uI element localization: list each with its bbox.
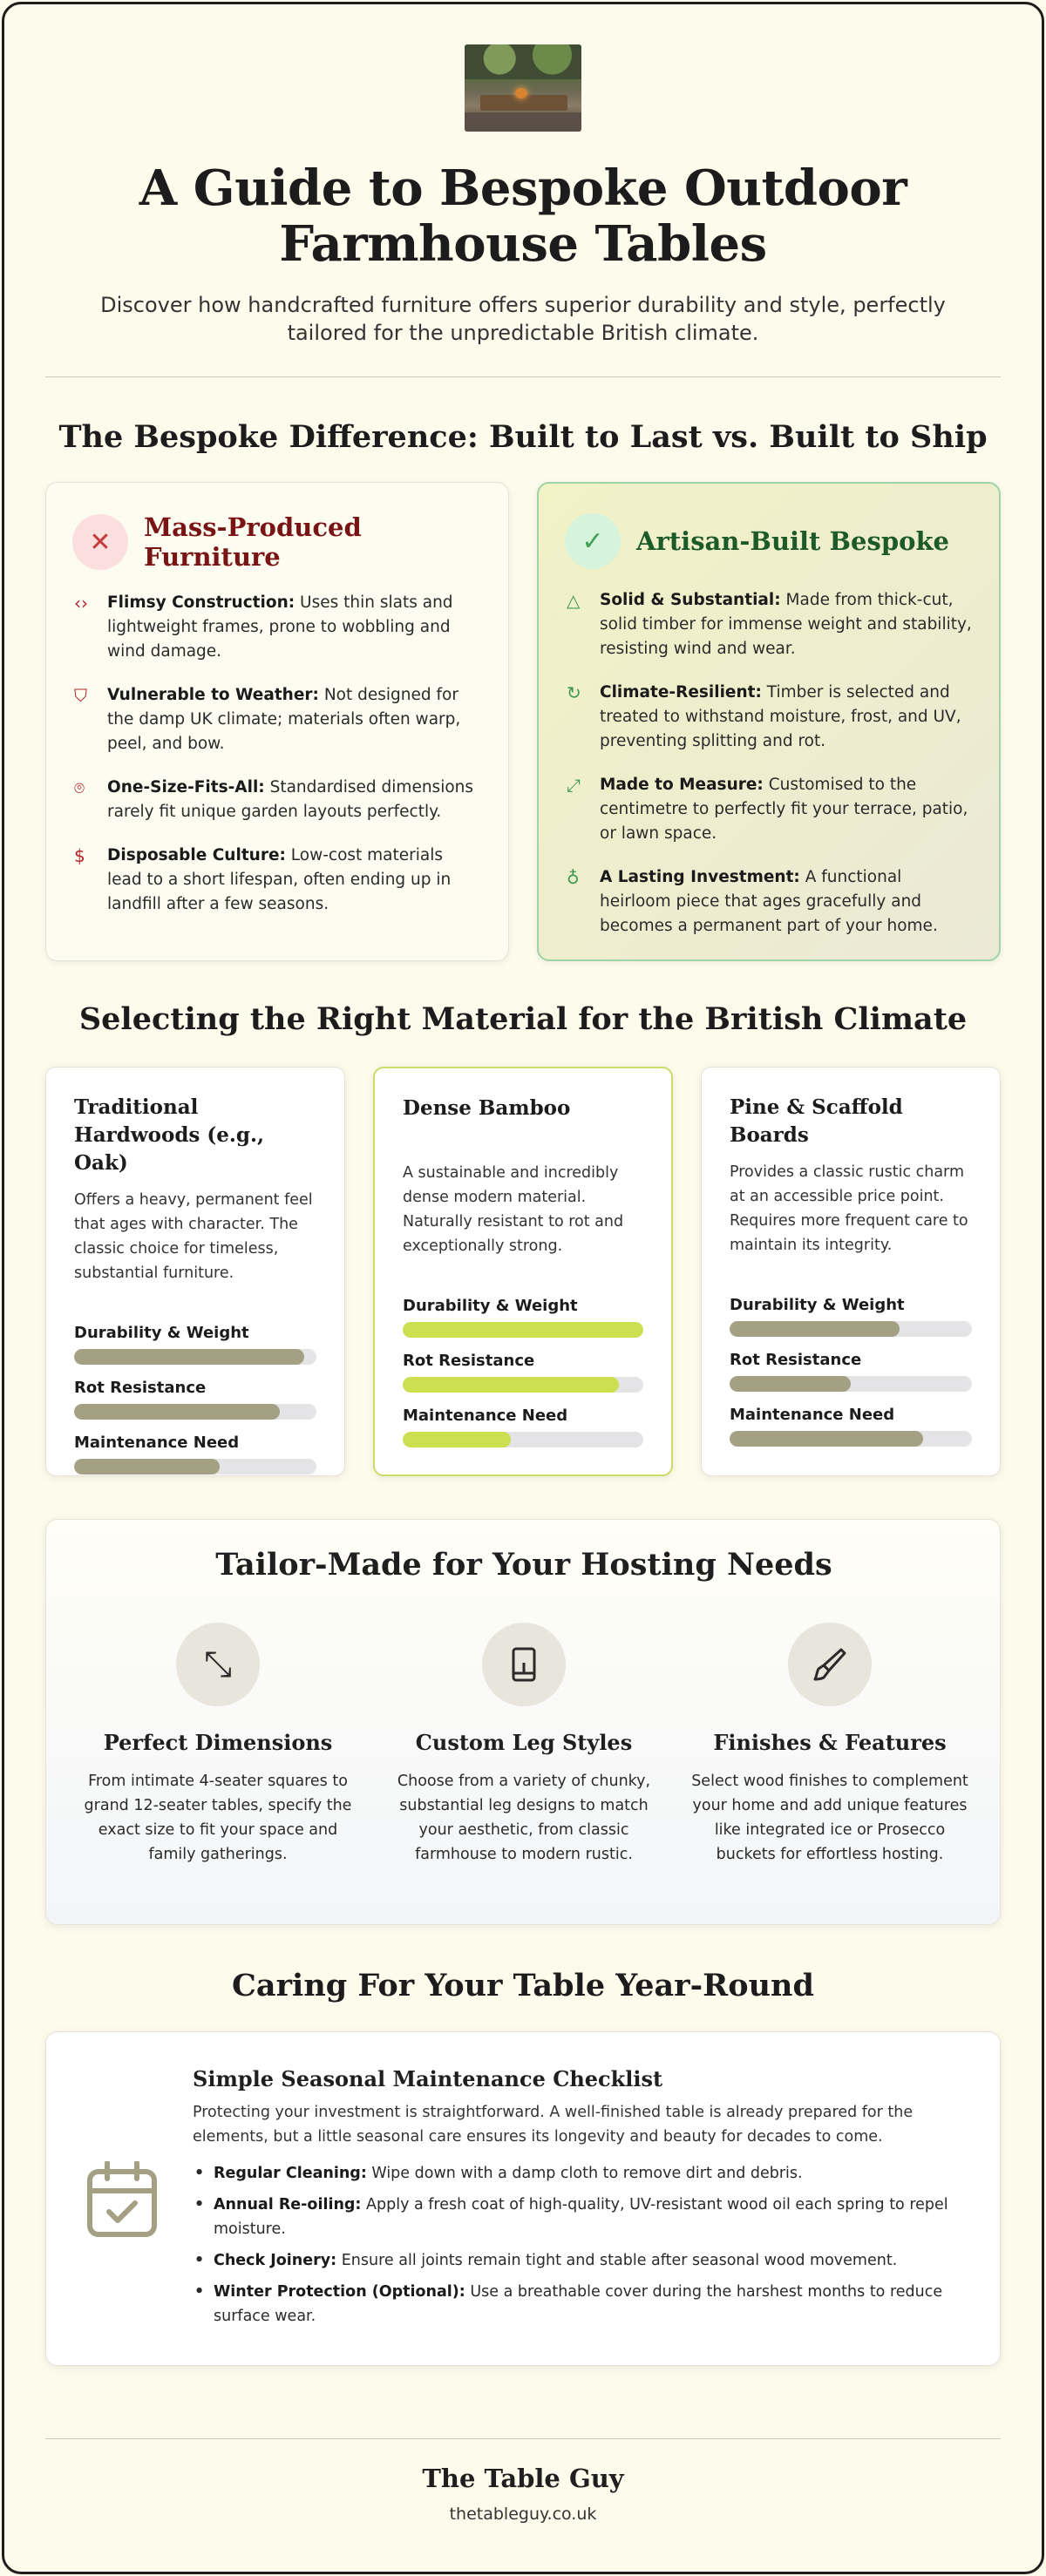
footer-link[interactable]: thetableguy.co.uk	[449, 2505, 597, 2524]
mass-produced-card	[45, 482, 509, 961]
rating-bar	[74, 1404, 316, 1420]
care-heading: Caring For Your Table Year-Round	[232, 1968, 814, 2003]
x-icon: ✕	[72, 514, 128, 570]
comparison-heading: The Bespoke Difference: Built to Last vs. Built to Ship	[58, 419, 988, 455]
material-desc: Offers a heavy, permanent feel that ages with character. The classic choice for timeless, substantial furniture.	[74, 1191, 313, 1282]
bar-label: Rot Resistance	[403, 1352, 535, 1370]
material-card-hardwoods	[45, 1067, 345, 1476]
pin-icon: ⌾	[74, 777, 85, 798]
seedling-icon: ♁	[567, 867, 580, 888]
rating-bar	[403, 1322, 643, 1338]
rating-bar	[730, 1376, 972, 1392]
mass-produced-title: Mass-Produced Furniture	[144, 512, 362, 572]
expand-icon: ⤢	[567, 775, 581, 796]
bar-fill	[403, 1322, 643, 1338]
footer-brand: The Table Guy	[422, 2464, 624, 2493]
list-item: ↻ Climate-Resilient: Timber is selected and treated to withstand moisture, frost, and UV, preventing splitting and rot.	[565, 681, 973, 754]
hosting-heading: Tailor-Made for Your Hosting Needs	[215, 1547, 832, 1583]
feature-title: Perfect Dimensions	[103, 1730, 333, 1755]
table-leg-icon	[482, 1623, 566, 1706]
rating-bar	[403, 1432, 643, 1447]
dollar-icon: $	[74, 845, 85, 866]
bar-fill	[74, 1349, 304, 1365]
bar-fill	[403, 1377, 619, 1393]
feature-title: Finishes & Features	[713, 1730, 947, 1755]
page-subtitle: Discover how handcrafted furniture offers superior durability and style, perfectly tailored for the unpredictable British climate.	[100, 293, 946, 345]
list-item: ⛉ Vulnerable to Weather: Not designed for the damp UK climate; materials often warp, peel, and bow.	[72, 683, 482, 756]
feature-dimensions	[74, 1623, 362, 1867]
resize-icon: ⤡	[176, 1623, 260, 1706]
materials-heading: Selecting the Right Material for the British Climate	[78, 1001, 968, 1037]
list-item: • Check Joinery: Ensure all joints remain tight and stable after seasonal wood movement.	[193, 2248, 977, 2273]
bar-label: Durability & Weight	[74, 1324, 249, 1342]
checklist	[193, 2161, 977, 2329]
bar-fill	[730, 1321, 900, 1337]
feature-text: Choose from a variety of chunky, substantial leg designs to match your aesthetic, from classic farmhouse to modern rustic.	[397, 1773, 651, 1863]
bar-fill	[403, 1432, 511, 1447]
list-item: ‹› Flimsy Construction: Uses thin slats and lightweight frames, prone to wobbling and wind damage.	[72, 591, 482, 664]
list-item: • Regular Cleaning: Wipe down with a damp cloth to remove dirt and debris.	[193, 2161, 977, 2186]
material-desc: Provides a classic rustic charm at an accessible price point. Requires more frequent care to maintain its integrity.	[730, 1163, 968, 1254]
bar-label: Maintenance Need	[74, 1434, 240, 1452]
rating-bar	[730, 1321, 972, 1337]
feature-text: Select wood finishes to complement your home and add unique features like integrated ice or Prosecco buckets for effortless hosting.	[691, 1773, 968, 1863]
bar-label: Maintenance Need	[730, 1406, 895, 1424]
material-title: Dense Bamboo	[403, 1096, 571, 1120]
material-card-pine	[701, 1067, 1001, 1476]
list-item: • Annual Re-oiling: Apply a fresh coat of high-quality, UV-resistant wood oil each spring to repel moisture.	[193, 2193, 977, 2241]
material-card-bamboo	[373, 1067, 673, 1476]
rating-bar	[74, 1459, 316, 1474]
bar-fill	[74, 1459, 220, 1474]
bar-fill	[730, 1431, 923, 1447]
check-icon: ✓	[565, 513, 621, 569]
rating-bar	[730, 1431, 972, 1447]
refresh-icon: ↻	[567, 682, 581, 703]
calendar-check-icon	[86, 2161, 158, 2238]
divider	[45, 376, 1001, 377]
feature-title: Custom Leg Styles	[415, 1730, 633, 1755]
artisan-built-card	[537, 482, 1001, 961]
bar-fill	[730, 1376, 851, 1392]
list-item: ♁ A Lasting Investment: A functional heirloom piece that ages gracefully and becomes a permanent part of your home.	[565, 865, 973, 939]
list-item: ⌾ One-Size-Fits-All: Standardised dimensions rarely fit unique garden layouts perfectly.	[72, 776, 482, 824]
rating-bar	[403, 1377, 643, 1393]
checklist-intro: Protecting your investment is straightforward. A well-finished table is already prepared for the elements, but a little seasonal care ensures its longevity and beauty for decades to come.	[193, 2104, 914, 2146]
hero-image	[465, 44, 581, 132]
artisan-built-title: Artisan-Built Bespoke	[636, 526, 950, 556]
tag-icon: ⛉	[74, 685, 87, 706]
bar-label: Durability & Weight	[403, 1297, 578, 1315]
feature-text: From intimate 4-seater squares to grand 12-seater tables, specify the exact size to fit your space and family gatherings.	[84, 1773, 352, 1863]
list-item: • Winter Protection (Optional): Use a breathable cover during the harshest months to reduce surface wear.	[193, 2280, 977, 2329]
brush-icon	[788, 1623, 872, 1706]
code-icon: ‹›	[74, 593, 88, 613]
bar-label: Maintenance Need	[403, 1407, 568, 1425]
material-desc: A sustainable and incredibly dense modern material. Naturally resistant to rot and exceptionally strong.	[403, 1164, 624, 1255]
rating-bar	[74, 1349, 316, 1365]
page-title: A Guide to Bespoke Outdoor Farmhouse Tables	[139, 159, 907, 273]
bar-label: Rot Resistance	[730, 1351, 862, 1369]
list-item: ⤢ Made to Measure: Customised to the centimetre to perfectly fit your terrace, patio, or lawn space.	[565, 773, 973, 846]
feature-leg-styles	[380, 1623, 668, 1867]
feature-finishes	[686, 1623, 974, 1867]
list-item: △ Solid & Substantial: Made from thick-cut, solid timber for immense weight and stability, resisting wind and wear.	[565, 588, 973, 661]
checklist-title: Simple Seasonal Maintenance Checklist	[193, 2066, 663, 2091]
hosting-section	[45, 1519, 1001, 1925]
bar-label: Rot Resistance	[74, 1379, 207, 1397]
footer-divider	[45, 2438, 1001, 2439]
material-title: Pine & Scaffold Boards	[730, 1095, 903, 1147]
list-item: $ Disposable Culture: Low-cost materials lead to a short lifespan, often ending up in landfill after a few seasons.	[72, 844, 482, 917]
bar-fill	[74, 1404, 280, 1420]
triangle-icon: △	[567, 590, 581, 611]
bar-label: Durability & Weight	[730, 1296, 905, 1314]
material-title: Traditional Hardwoods (e.g., Oak)	[74, 1095, 264, 1175]
care-card	[45, 2031, 1001, 2366]
